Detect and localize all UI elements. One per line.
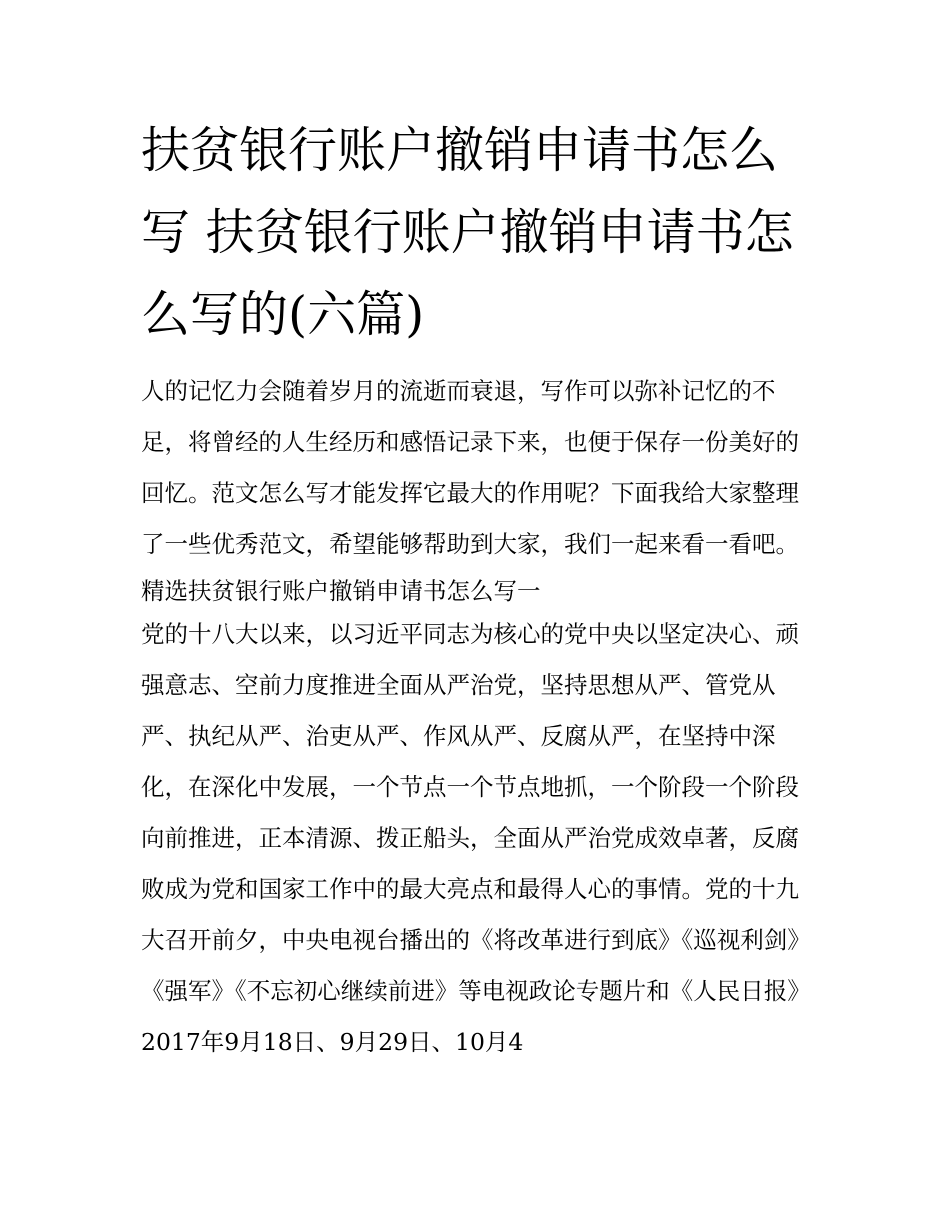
section-paragraph: 党的十八大以来，以习近平同志为核心的党中央以坚定决心、顽强意志、空前力度推进全面从严治党，坚持思想从严、管党从严、执纪从严、治吏从严、作风从严、反腐从严，在坚持中深化，在深化中发展，一个节点一个节点地抓，一个阶段一个阶段向前推进，正本清源、拨正船头，全面从严治党成效卓著，反腐败成为党和国家工作中的最大亮点和最得人心的事情。党的十九大召开前夕，中央电视台播出的《将改革进行到底》《巡视利剑》《强军》《不忘初心继续前进》等电视政论专题片和《人民日报》2017年9月18日、9月29日、10月4	[141, 620, 811, 1056]
document-body	[141, 366, 813, 1068]
section-heading: 精选扶贫银行账户撤销申请书怎么写一	[141, 577, 541, 605]
intro-paragraph: 人的记忆力会随着岁月的流逝而衰退，写作可以弥补记忆的不足，将曾经的人生经历和感悟记录下来，也便于保存一份美好的回忆。范文怎么写才能发挥它最大的作用呢？下面我给大家整理了一些优秀范文，希望能够帮助到大家，我们一起来看一看吧。	[141, 377, 799, 558]
document-page	[141, 110, 813, 1068]
document-title: 扶贫银行账户撤销申请书怎么写 扶贫银行账户撤销申请书怎么写的(六篇)	[141, 122, 794, 343]
